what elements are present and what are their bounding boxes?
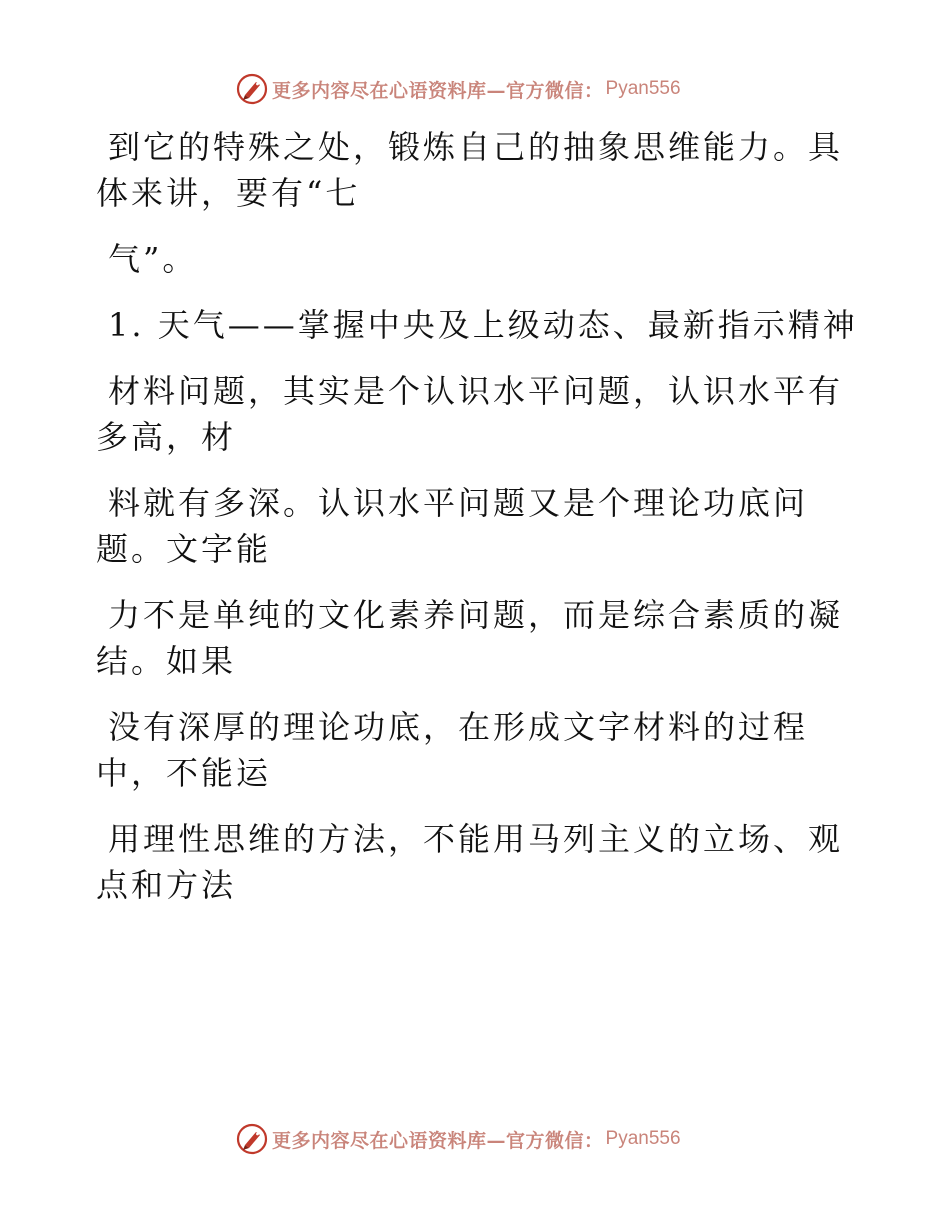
paragraph-line: 用理性思维的方法，不能用马列主义的立场、观 (108, 820, 844, 858)
pen-logo-icon (236, 73, 268, 105)
paragraph-line: 料就有多深。认识水平问题又是个理论功底问 (108, 484, 809, 522)
paragraph (96, 704, 856, 796)
paragraph-line: 到它的特殊之处，锻炼自己的抽象思维能力。具 (108, 128, 844, 166)
paragraph (96, 816, 856, 908)
paragraph (96, 302, 856, 348)
paragraph-line: 体来讲，要有“七 (96, 174, 361, 212)
watermark-text: 更多内容尽在心语资料库—官方微信： (272, 1129, 604, 1152)
watermark-text: 更多内容尽在心语资料库—官方微信： (272, 79, 604, 102)
paragraph-line: 气”。 (108, 240, 198, 278)
paragraph-line: 多高，材 (96, 418, 237, 456)
paragraph-line: 点和方法 (96, 866, 237, 904)
header-watermark (236, 72, 681, 106)
watermark-wechat-id: Pyan556 (605, 78, 681, 99)
paragraph-line: 力不是单纯的文化素养问题，而是综合素质的凝 (108, 596, 844, 634)
paragraph (96, 236, 856, 282)
paragraph (96, 592, 856, 684)
paragraph-line: 题。文字能 (96, 530, 272, 568)
watermark-wechat-id: Pyan556 (605, 1128, 681, 1149)
paragraph-line: 没有深厚的理论功底，在形成文字材料的过程 (108, 708, 809, 746)
paragraph-line: 1. 天气——掌握中央及上级动态、最新指示精神 (108, 306, 858, 344)
paragraph-line: 材料问题，其实是个认识水平问题，认识水平有 (108, 372, 844, 410)
document-body (96, 124, 856, 928)
pen-logo-icon (236, 1123, 268, 1155)
paragraph-line: 中，不能运 (96, 754, 272, 792)
footer-watermark (236, 1122, 681, 1156)
paragraph (96, 124, 856, 216)
paragraph (96, 368, 856, 460)
paragraph-line: 结。如果 (96, 642, 237, 680)
paragraph (96, 480, 856, 572)
